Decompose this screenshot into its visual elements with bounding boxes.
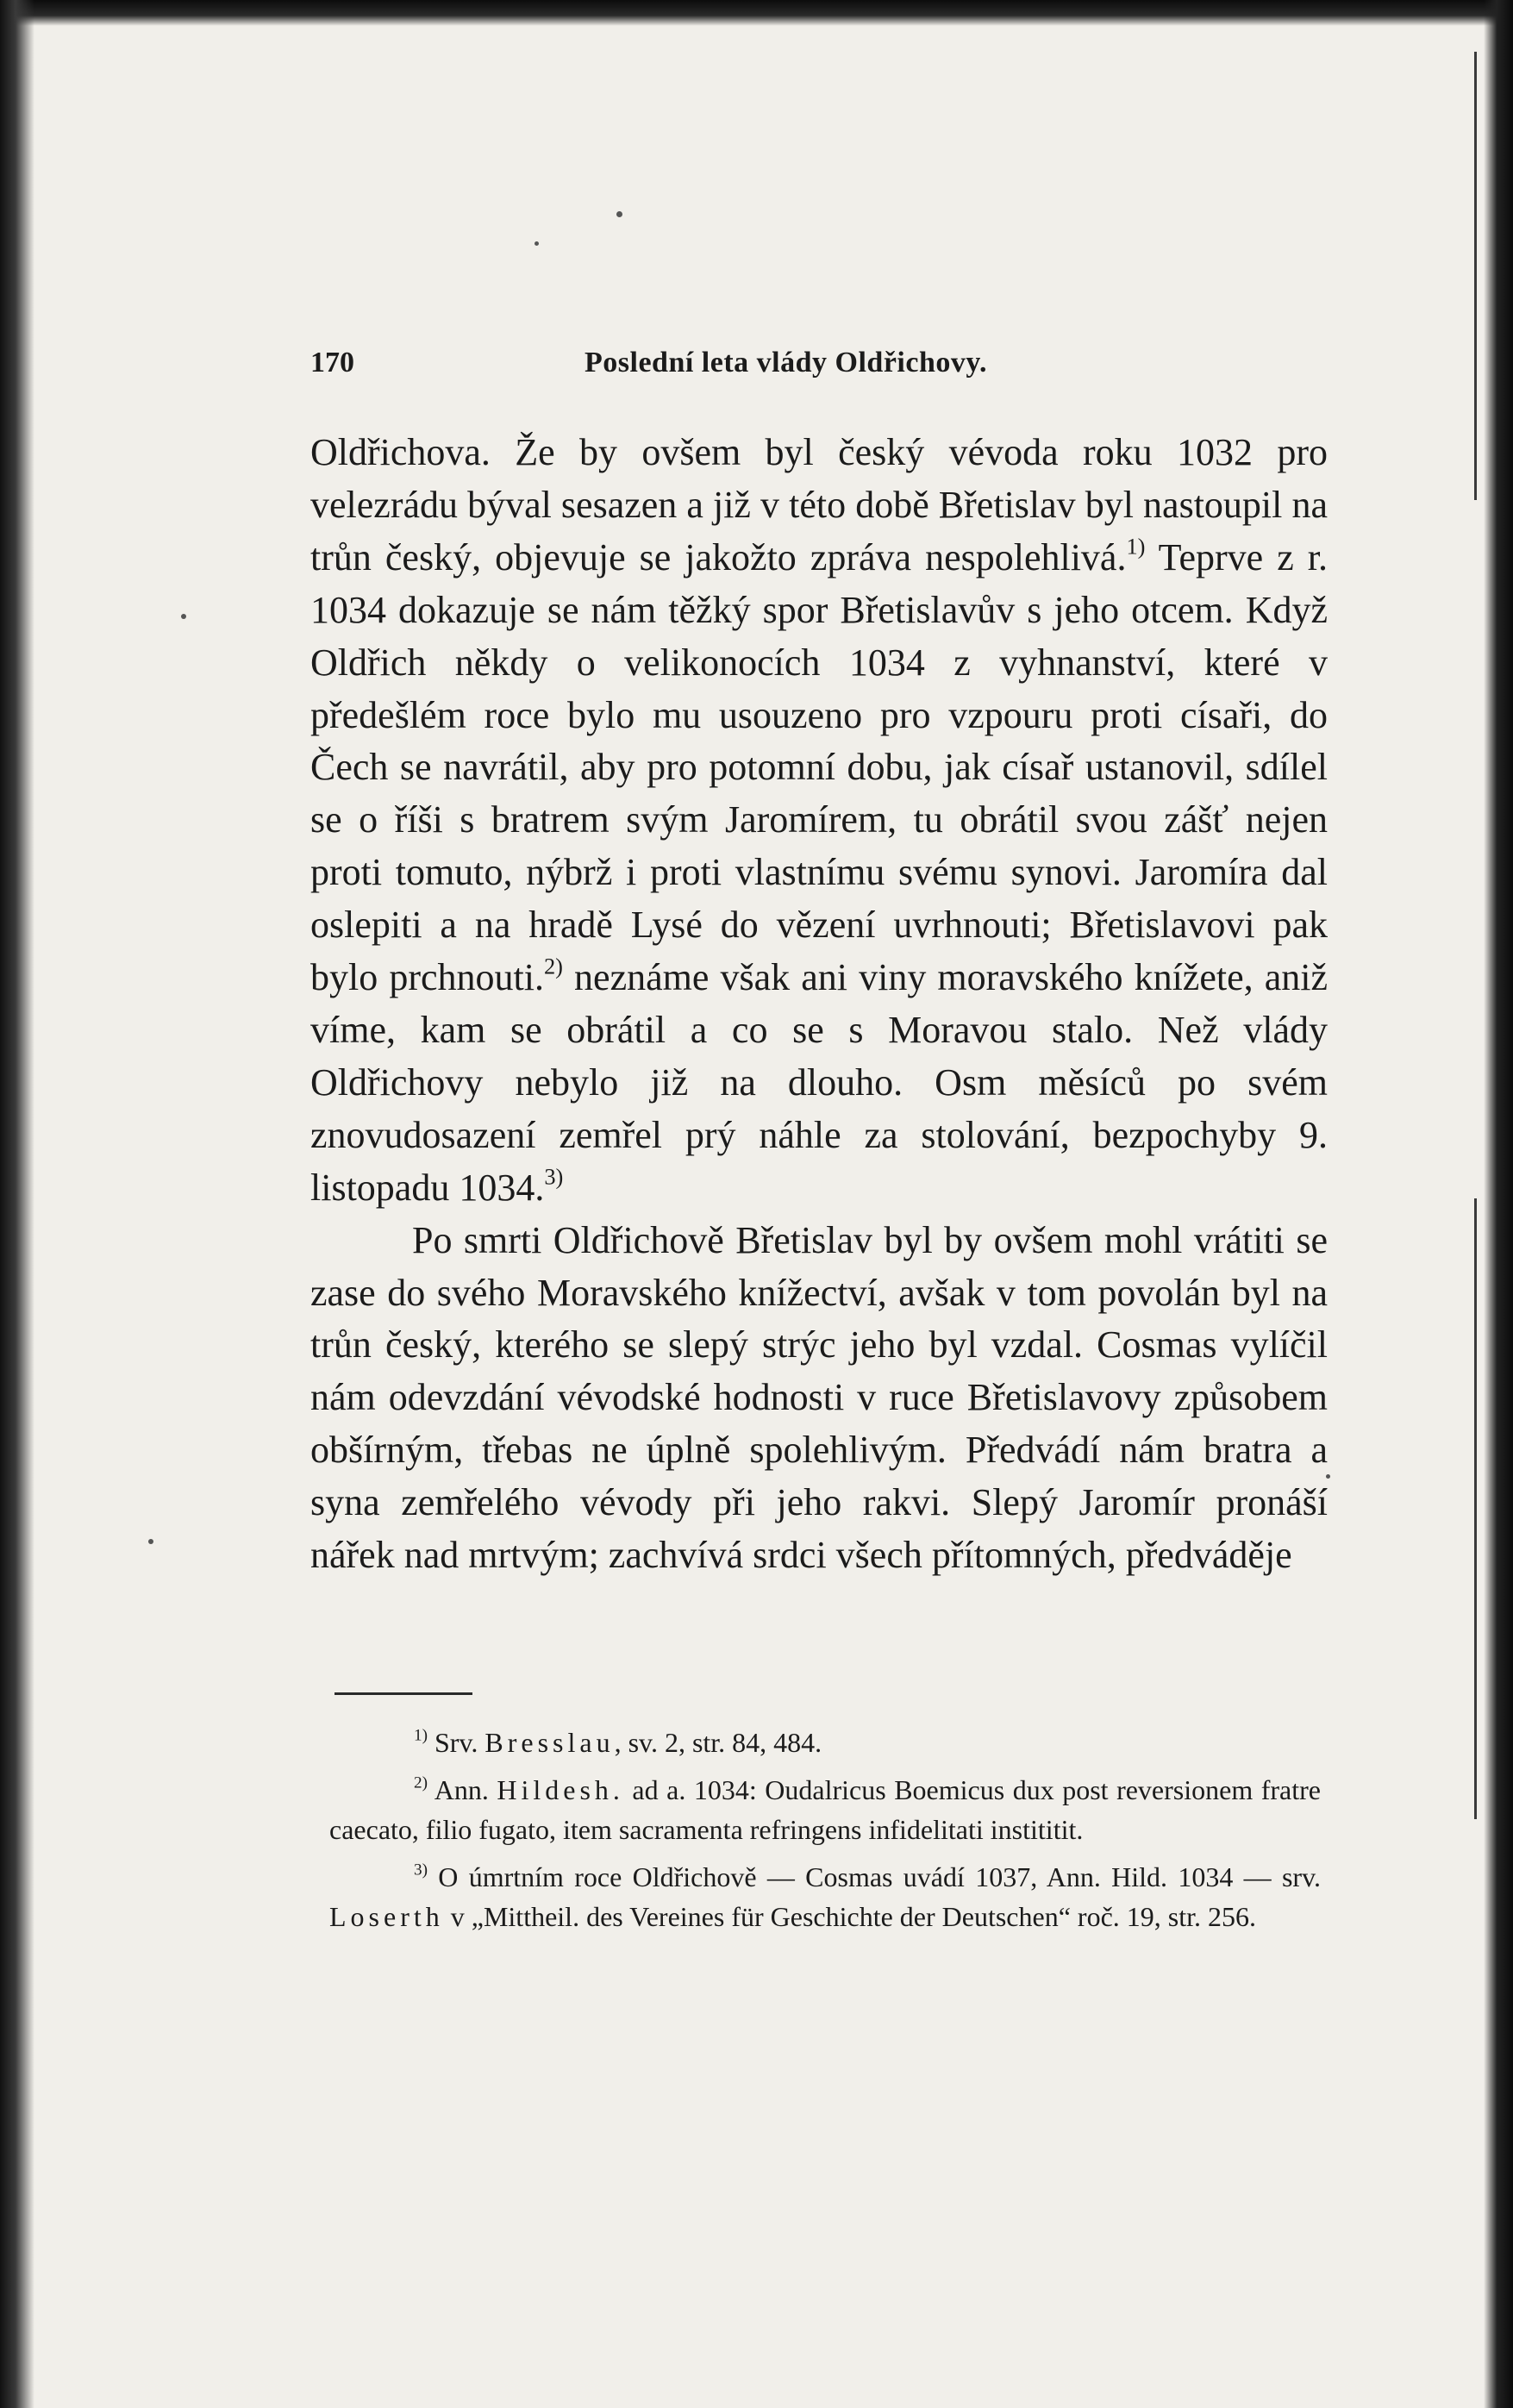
page-header [310,347,1328,390]
text-run: , sv. 2, str. 84, 484. [614,1727,822,1758]
source-name: Hildesh. [497,1774,624,1805]
text-run: Ann. [427,1774,497,1805]
text-run: Teprve z r. 1034 dokazuje se nám těžký spor Břetislavův s jeho otcem. Když Oldřich někdy o velikonocích 1034 z vyhnanství, které v předešlém roce bylo mu usouzeno pro vzpouru proti císaři, do Čech se navrátil, aby pro potomní dobu, jak císař ustanovil, sdílel se o říši s bratrem svým Jaromírem, tu obrátil svou zášť nejen proti tomuto, nýbrž i proti vlastnímu svému synovi. Jaromíra dal oslepiti a na hradě Lysé do vězení uvrhnouti; Břetislavovi pak bylo prchnouti. [310,535,1328,999]
text-run: O úmrtním roce Oldřichově — Cosmas uvádí 1037, Ann. Hild. 1034 — srv. [427,1861,1321,1892]
scan-speck [535,241,539,246]
footnote-ref: 3) [544,1163,564,1190]
footnote-ref: 2) [543,953,563,979]
text-run: v „Mittheil. des Vereines für Geschichte der Deutschen“ roč. 19, str. 256. [443,1901,1256,1932]
author-name: Loserth [329,1901,444,1932]
scan-border-right [1484,0,1513,2408]
scan-speck [148,1539,153,1544]
footnote-ref: 1) [1126,533,1146,560]
running-title: Poslední leta vlády Oldřichovy. [585,347,987,378]
footnote [329,1770,1321,1849]
footnotes [329,1723,1321,1944]
scan-border-top [0,0,1513,26]
paragraph: Po smrti Oldřichově Břetislav byl by ovšem mohl vrátiti se zase do svého Moravského knížectví, avšak v tom povolán byl na trůn český, kterého se slepý strýc jeho byl vzdal. Cosmas vylíčil nám odevzdání vévodské hodnosti v ruce Břetislavovy způsobem obšírným, třebas ne úplně spolehlivým. Předvádí nám bratra a syna zemřelého vévody při jeho rakvi. Slepý Jaromír pronáší nářek nad mrtvým; zachvívá srdci všech přítomných, předváděje [310,1218,1328,1577]
scan-margin-mark [1474,52,1477,500]
footnote [329,1857,1321,1936]
footnote-divider [334,1692,472,1695]
body-text [310,427,1328,1582]
footnote [329,1723,1321,1762]
scan-border-left [0,0,34,2408]
footnote-marker: 1) [414,1726,428,1745]
text-run: ad a. 1034: Oudalricus Boemicus dux post reversionem fratre caecato, filio fugato, item sacramenta refringens infidelitati instititit. [329,1774,1321,1845]
footnote-marker: 2) [414,1773,428,1792]
text-run: Srv. [427,1727,485,1758]
text-run: neznáme však ani viny moravského knížete, aniž víme, kam se obrátil a co se s Moravou stalo. Než vlády Oldřichovy nebylo již na dlouho. Osm měsíců po svém znovudosazení zemřel prý náhle za stolování, bezpochyby 9. listopadu 1034. [310,956,1329,1209]
author-name: Bresslau [485,1727,615,1758]
text-run: Oldřichova. Že by ovšem byl český vévoda roku 1032 pro velezrádu býval sesazen a již v této době Břetislav byl nastoupil na trůn český, objevuje se jakožto zpráva nespolehlivá. [310,431,1328,579]
scan-speck [181,614,186,619]
footnote-marker: 3) [414,1861,428,1879]
scan-speck [616,211,622,217]
scan-margin-mark [1474,1198,1477,1819]
paragraph [310,427,1328,1215]
page-number: 170 [310,347,354,378]
